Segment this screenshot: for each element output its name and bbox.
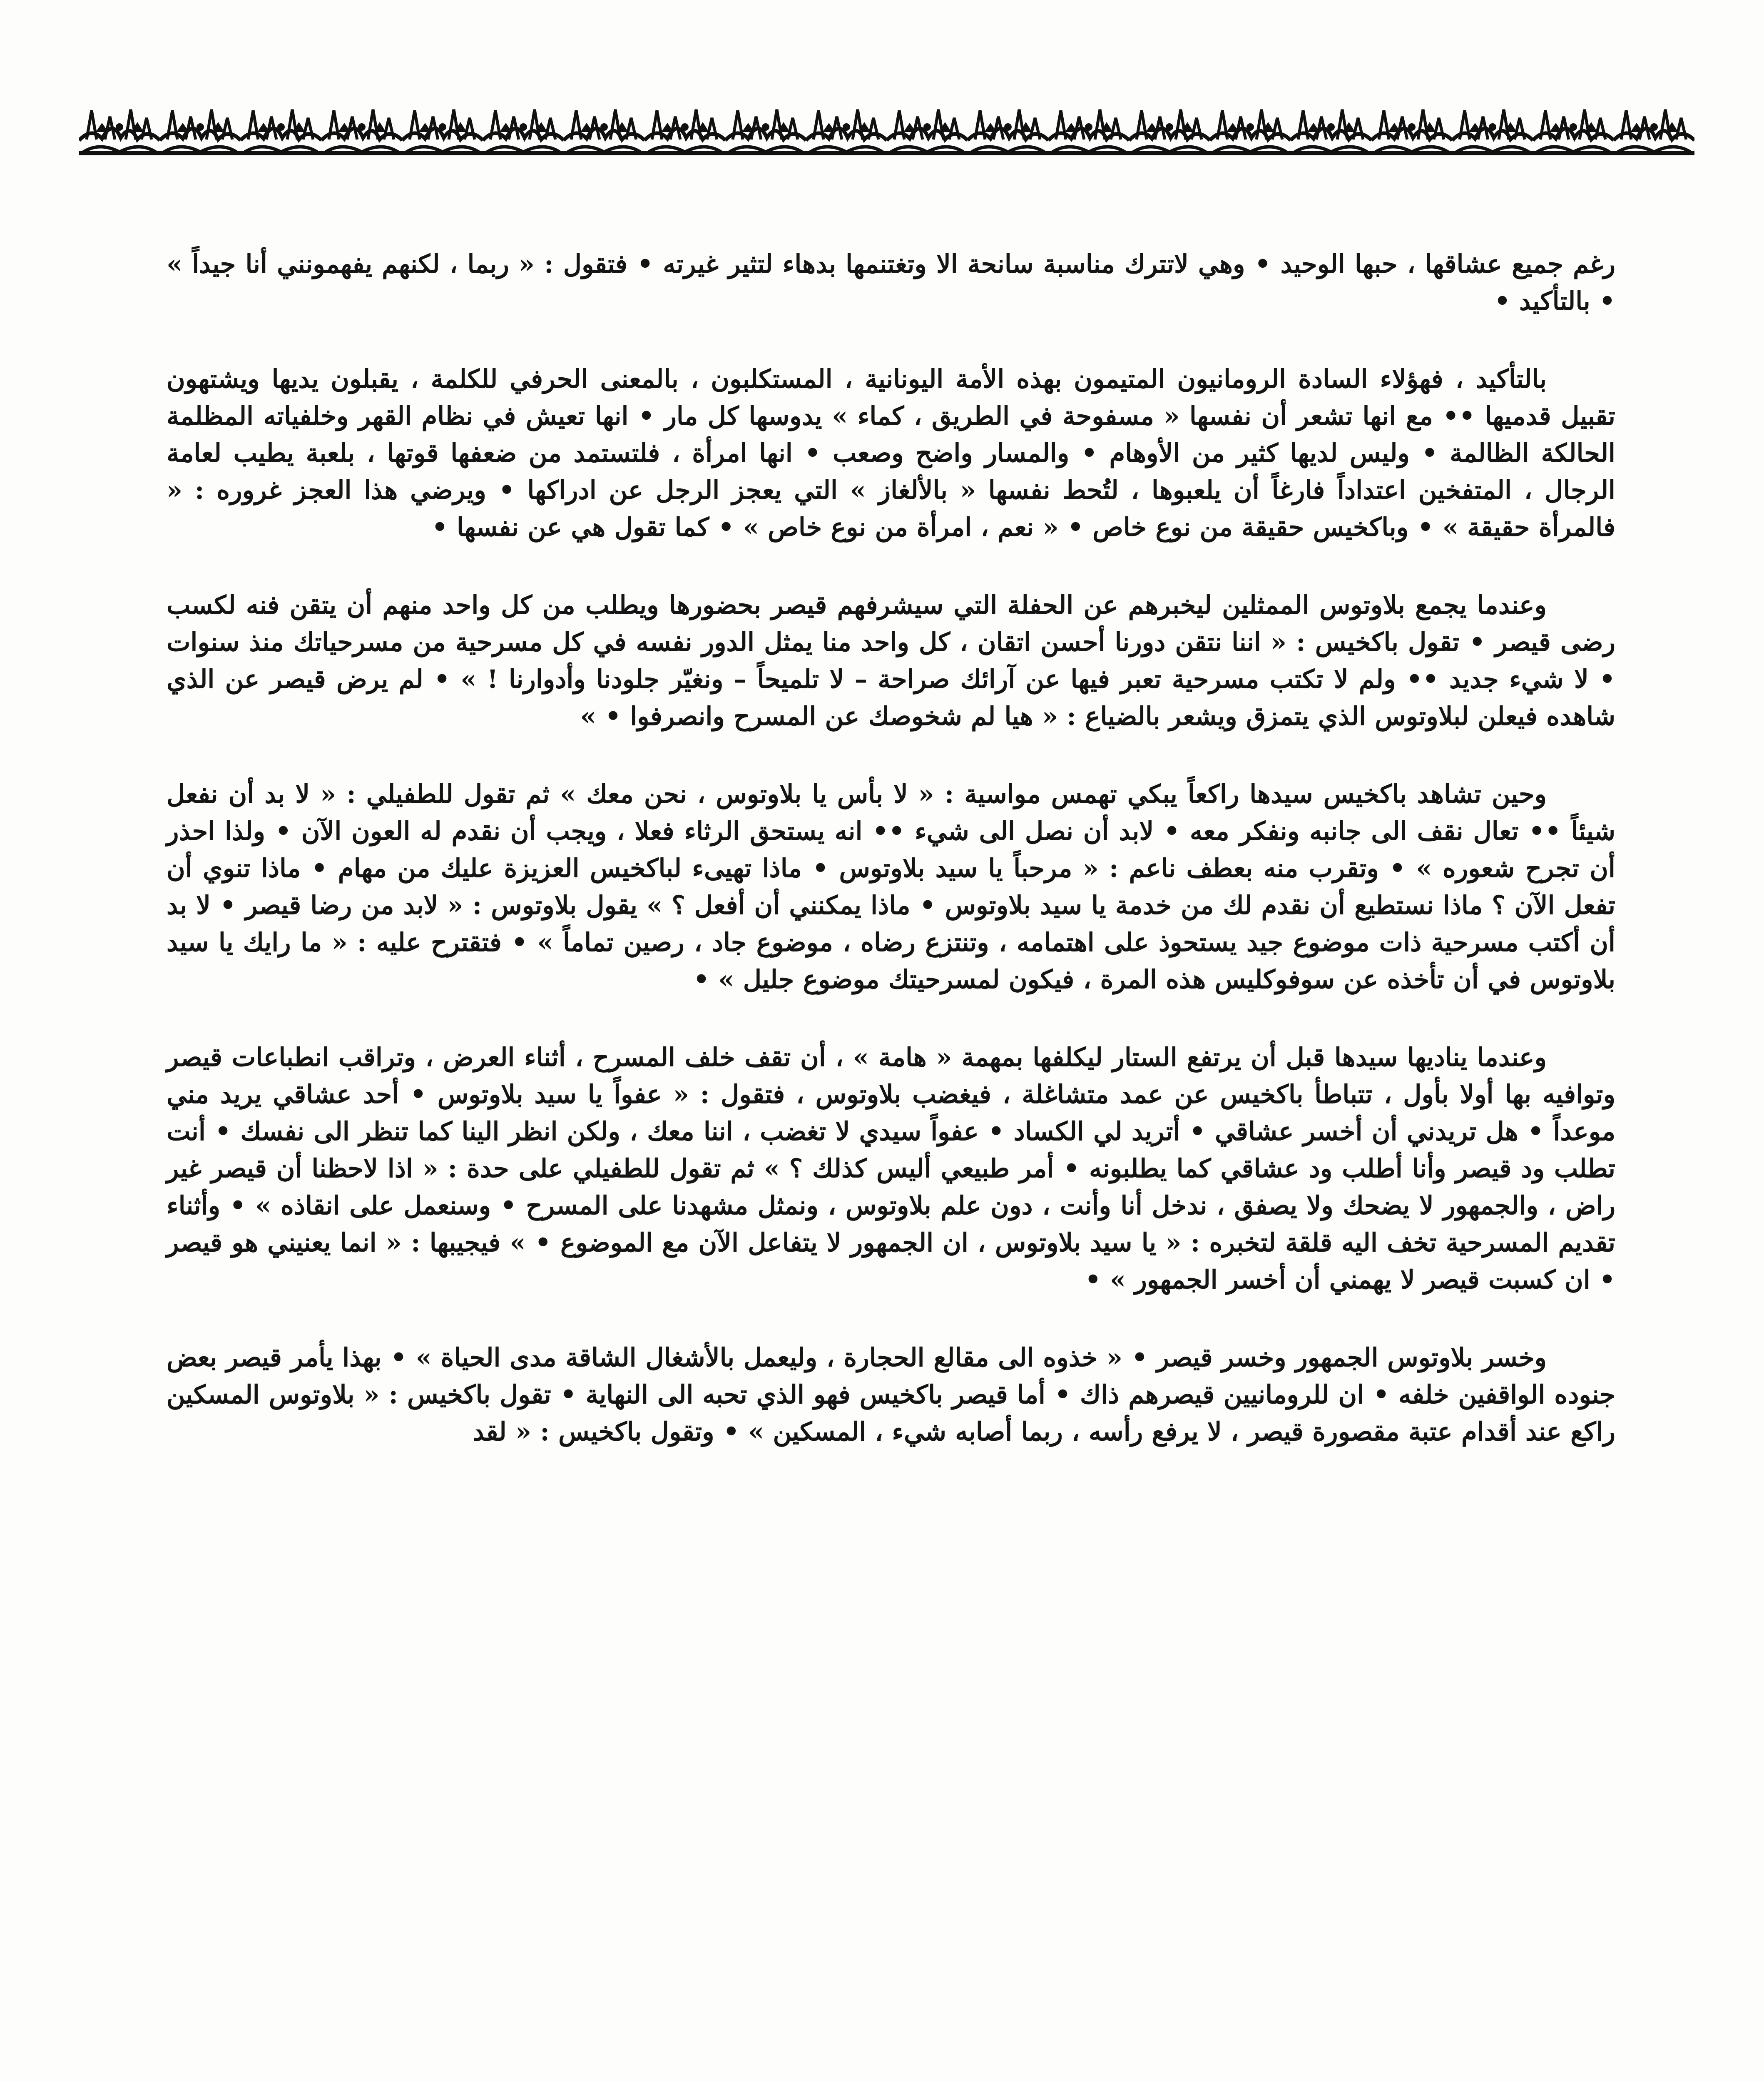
paragraph-4: وحين تشاهد باكخيس سيدها راكعاً يبكي تهمس مواسية : « لا بأس يا بلاوتوس ، نحن معك » ثم تقول للطفيلي : « لا بد أن نفعل شيئاً •• تعال نقف الى جانبه ونفكر معه • لابد أن نصل الى شيء •• انه يستحق الرثاء فعلا ، ويجب أن نقدم له العون الآن • ولذا احذر أن تجرح شعوره » • وتقرب منه بعطف ناعم : « مرحباً يا سيد بلاوتوس • ماذا تهيىء لباكخيس العزيزة عليك من مهام • ماذا تنوي أن تفعل الآن ؟ ماذا نستطيع أن نقدم لك من خدمة يا سيد بلاوتوس • ماذا يمكنني أن أفعل ؟ » يقول بلاوتوس : « لابد من رضا قيصر • لا بد أن أكتب مسرحية ذات موضوع جيد يستحوذ على اهتمامه ، وتنتزع رضاه ، موضوع جاد ، رصين تماماً » • فتقترح عليه : « ما رايك يا سيد بلاوتوس في أن تأخذه عن سوفوكليس هذه المرة ، فيكون لمسرحيتك موضوع جليل » • xyxy=(167,780,1615,994)
paragraph-5: وعندما يناديها سيدها قبل أن يرتفع الستار ليكلفها بمهمة « هامة » ، أن تقف خلف المسرح ، أثناء العرض ، وتراقب انطباعات قيصر وتوافيه بها أولا بأول ، تتباطأ باكخيس عن عمد متشاغلة ، فيغضب بلاوتوس ، فتقول : « عفواً يا سيد بلاوتوس • أحد عشاقي يريد مني موعداً • هل تريدني أن أخسر عشاقي • أتريد لي الكساد • عفواً سيدي لا تغضب ، اننا معك ، ولكن انظر الينا كما تنظر الى نفسك • أنت تطلب ود قيصر وأنا أطلب ود عشاقي كما يطلبونه • أمر طبيعي أليس كذلك ؟ » ثم تقول للطفيلي على حدة : « اذا لاحظنا أن قيصر غير راض ، والجمهور لا يضحك ولا يصفق ، ندخل أنا وأنت ، دون علم بلاوتوس ، ونمثل مشهدنا على المسرح • وسنعمل على انقاذه » • وأثناء تقديم المسرحية تخف اليه قلقة لتخبره : « يا سيد بلاوتوس ، ان الجمهور لا يتفاعل الآن مع الموضوع • » فيجيبها : « انما يعنيني هو قيصر • ان كسبت قيصر لا يهمني أن أخسر الجمهور » • xyxy=(167,1043,1615,1295)
main-text xyxy=(167,246,1615,1491)
paragraph-1: رغم جميع عشاقها ، حبها الوحيد • وهي لاتترك مناسبة سانحة الا وتغتنمها بدهاء لتثير غيرته • فتقول : « ربما ، لكنهم يفهمونني أنا جيداً » • بالتأكيد • xyxy=(167,249,1615,316)
decorative-header-ornament-icon xyxy=(79,102,1694,164)
paragraph-6: وخسر بلاوتوس الجمهور وخسر قيصر • « خذوه الى مقالع الحجارة ، وليعمل بالأشغال الشاقة مدى الحياة » • بهذا يأمر قيصر بعض جنوده الواقفين خلفه • ان للرومانيين قيصرهم ذاك • أما قيصر باكخيس فهو الذي تحبه الى النهاية • تقول باكخيس : « بلاوتوس المسكين راكع عند أقدام عتبة مقصورة قيصر ، لا يرفع رأسه ، ربما أصابه شيء ، المسكين » • وتقول باكخيس : « لقد xyxy=(167,1343,1615,1447)
paragraph-3: وعندما يجمع بلاوتوس الممثلين ليخبرهم عن الحفلة التي سيشرفهم قيصر بحضورها ويطلب من كل واحد منهم أن يتقن فنه لكسب رضى قيصر • تقول باكخيس : « اننا نتقن دورنا أحسن اتقان ، كل واحد منا يمثل الدور نفسه في كل مسرحية من مسرحياتك منذ سنوات • لا شيء جديد •• ولم لا تكتب مسرحية تعبر فيها عن آرائك صراحة – لا تلميحاً – ونغيّر جلودنا وأدوارنا ! » • لم يرض قيصر عن الذي شاهده فيعلن لبلاوتوس الذي يتمزق ويشعر بالضياع : « هيا لم شخوصك عن المسرح وانصرفوا • » xyxy=(167,590,1615,731)
paragraph-2: بالتأكيد ، فهؤلاء السادة الرومانيون المتيمون بهذه الأمة اليونانية ، المستكلبون ، بالمعنى الحرفي للكلمة ، يقبلون يديها ويشتهون تقبيل قدميها •• مع انها تشعر أن نفسها « مسفوحة في الطريق ، كماء » يدوسها كل مار • انها تعيش في نظام القهر وخلفياته المظلمة الحالكة الظالمة • وليس لديها كثير من الأوهام • والمسار واضح وصعب • انها امرأة ، فلتستمد من ضعفها قوتها ، بلعبة يطيب لعامة الرجال ، المتفخين اعتداداً فارغاً أن يلعبوها ، لتُحط نفسها « بالألغاز » التي يعجز الرجل عن ادراكها • ويرضي هذا العجز غروره : « فالمرأة حقيقة » • وباكخيس حقيقة من نوع خاص • « نعم ، امرأة من نوع خاص » • كما تقول هي عن نفسها • xyxy=(167,364,1615,542)
